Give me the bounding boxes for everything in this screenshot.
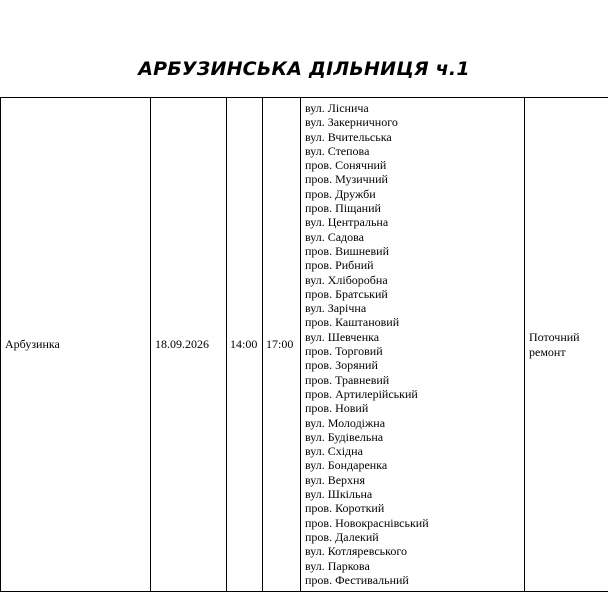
street-item: вул. Молодіжна — [305, 415, 386, 430]
street-item: вул. Степова — [305, 143, 370, 158]
street-list — [305, 101, 520, 587]
street-item: пров. Травневий — [305, 372, 390, 387]
street-item: вул. Вчительська — [305, 129, 392, 144]
street-item: вул. Зарічна — [305, 301, 367, 316]
work-type-cell — [525, 98, 608, 592]
street-item: пров. Вишневий — [305, 243, 390, 258]
street-item: пров. Піщаний — [305, 201, 381, 216]
street-item: пров. Рибний — [305, 258, 374, 273]
street-item: вул. Хліборобна — [305, 272, 388, 287]
page-title: АРБУЗИНСЬКА ДІЛЬНИЦЯ ч.1 — [138, 58, 470, 80]
street-item: вул. Садова — [305, 229, 364, 244]
work-type-line2: ремонт — [529, 344, 566, 359]
street-item: пров. Фестивальний — [305, 572, 409, 587]
street-item: пров. Артилерійський — [305, 386, 418, 401]
street-item: пров. Братський — [305, 286, 388, 301]
outage-schedule-table — [0, 97, 608, 592]
street-item: вул. Центральна — [305, 215, 389, 230]
time-from-cell — [227, 98, 263, 592]
street-item: вул. Шкільна — [305, 487, 373, 502]
street-item: вул. Закерничного — [305, 115, 398, 130]
time-to-cell — [263, 98, 301, 592]
street-item: вул. Верхня — [305, 472, 365, 487]
date-cell — [151, 98, 227, 592]
street-item: пров. Музичний — [305, 172, 388, 187]
street-item: пров. Далекий — [305, 529, 379, 544]
street-item: вул. Бондаренка — [305, 458, 388, 473]
date: 18.09.2026 — [155, 337, 209, 352]
street-item: пров. Новокраснівський — [305, 515, 429, 530]
street-item: вул. Будівельна — [305, 429, 384, 444]
locality-cell — [1, 98, 151, 592]
locality: Арбузинка — [5, 337, 60, 352]
table-row — [1, 98, 608, 592]
street-item: пров. Новий — [305, 401, 369, 416]
street-item: вул. Шевченка — [305, 329, 380, 344]
street-item: пров. Торговий — [305, 344, 383, 359]
street-item: пров. Дружби — [305, 186, 376, 201]
street-item: вул. Паркова — [305, 558, 370, 573]
street-item: пров. Зоряний — [305, 358, 378, 373]
street-item: пров. Сонячний — [305, 158, 387, 173]
work-type-line1: Поточний — [529, 330, 580, 344]
time-from: 14:00 — [230, 337, 258, 352]
street-item: пров. Каштановий — [305, 315, 400, 330]
street-item: вул. Ліснича — [305, 101, 369, 115]
street-item: пров. Короткий — [305, 501, 385, 516]
streets-cell — [301, 98, 525, 592]
street-item: вул. Східна — [305, 444, 363, 459]
time-to: 17:00 — [266, 337, 294, 352]
street-item: вул. Котляревського — [305, 544, 407, 559]
